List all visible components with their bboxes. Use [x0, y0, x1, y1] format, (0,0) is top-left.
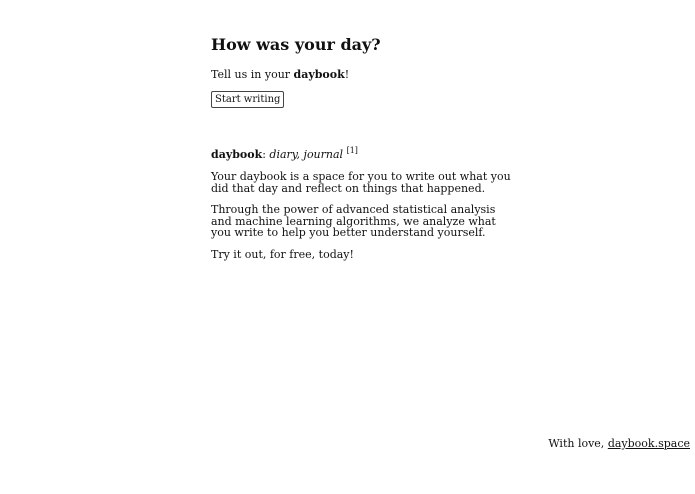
tagline-brand: daybook	[293, 68, 345, 81]
tagline	[211, 69, 511, 81]
call-to-action-paragraph: Try it out, for free, today!	[211, 247, 354, 261]
main-content	[211, 36, 511, 260]
tagline-prefix: Tell us in your	[211, 68, 294, 81]
start-writing-button[interactable]: Start writing	[211, 91, 284, 108]
definition	[211, 145, 511, 161]
description-paragraph: Your daybook is a space for you to write out what you did that day and reflect on things that happened.	[211, 170, 511, 195]
definition-separator: :	[262, 147, 270, 161]
footer	[548, 438, 690, 450]
footer-link[interactable]: daybook.space	[607, 437, 690, 450]
footnote-marker: [1]	[346, 145, 358, 155]
analysis-paragraph: Through the power of advanced statistical analysis and machine learning algorithms, we analyze what you write to help you better understand yourself.	[211, 203, 496, 239]
tagline-suffix: !	[344, 68, 350, 81]
definition-meaning: diary, journal	[269, 147, 344, 161]
footer-prefix: With love,	[548, 437, 608, 450]
page-title: How was your day?	[211, 35, 381, 54]
definition-term: daybook	[211, 147, 263, 161]
